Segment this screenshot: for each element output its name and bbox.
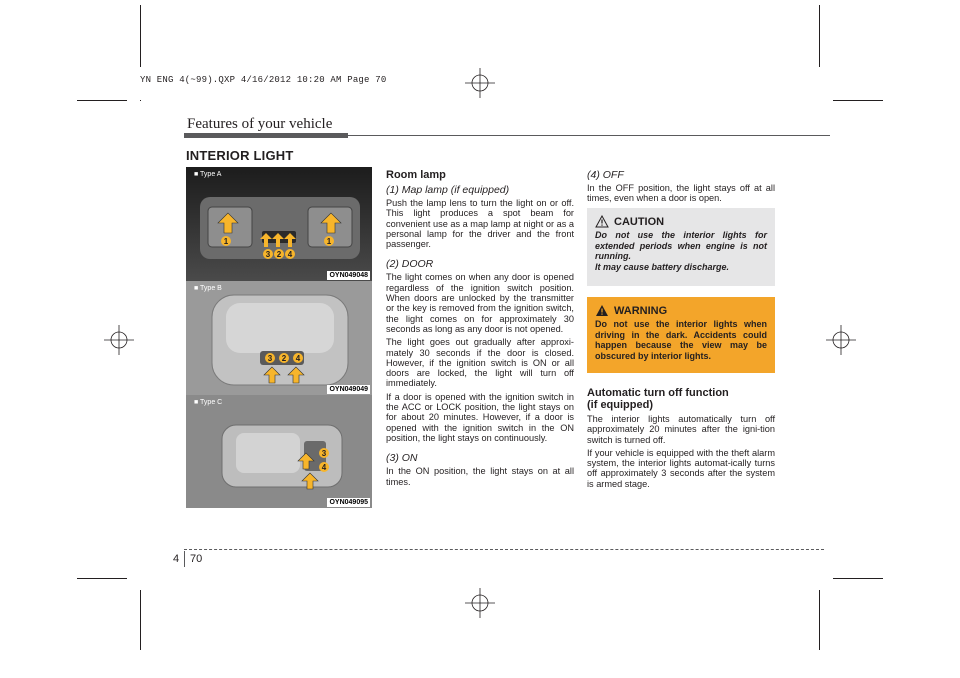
registration-mark-icon bbox=[826, 325, 856, 355]
heading-door: (2) DOOR bbox=[386, 258, 434, 271]
photo-code: OYN049095 bbox=[329, 499, 368, 506]
caution-body bbox=[595, 230, 767, 272]
crop-mark bbox=[819, 590, 820, 650]
registration-mark-icon bbox=[465, 588, 495, 618]
warning-box bbox=[587, 297, 775, 373]
heading-auto-off-sub: (if equipped) bbox=[587, 399, 653, 411]
warning-title: WARNING bbox=[614, 305, 668, 317]
crop-mark bbox=[140, 100, 141, 101]
crop-mark bbox=[833, 578, 883, 579]
photo-type-c bbox=[186, 395, 372, 508]
off-text: In the OFF position, the light stays off at all times, even when a door is open. bbox=[587, 183, 775, 204]
caution-title: CAUTION bbox=[614, 216, 665, 228]
crop-mark bbox=[140, 5, 141, 67]
page-separator bbox=[184, 551, 185, 567]
callout-3: 3 bbox=[265, 250, 271, 259]
callout-4: 4 bbox=[321, 463, 327, 472]
photo-type-b bbox=[186, 281, 372, 395]
type-c-illustration bbox=[186, 395, 372, 508]
photo-type-a bbox=[186, 167, 372, 281]
crop-mark bbox=[140, 590, 141, 650]
callout-4: 4 bbox=[287, 250, 293, 259]
heading-off: (4) OFF bbox=[587, 169, 624, 181]
callout-3: 3 bbox=[321, 449, 327, 458]
callout-1: 1 bbox=[223, 237, 229, 246]
page-number: 70 bbox=[190, 553, 203, 565]
caution-triangle-icon bbox=[595, 215, 609, 228]
type-a-illustration bbox=[186, 167, 372, 281]
header-rule bbox=[348, 135, 830, 136]
heading-auto-off: Automatic turn off function bbox=[587, 387, 729, 399]
heading-map-lamp: (1) Map lamp (if equipped) bbox=[386, 184, 510, 196]
callout-2: 2 bbox=[276, 250, 282, 259]
section-number: 4 bbox=[173, 553, 180, 565]
caution-text: It may cause battery discharge. bbox=[595, 261, 730, 272]
callout-2: 2 bbox=[281, 354, 287, 363]
crop-mark bbox=[77, 578, 127, 579]
column-2 bbox=[587, 169, 775, 207]
photo-code: OYN049049 bbox=[329, 386, 368, 393]
photo-label: ■ Type C bbox=[194, 399, 223, 406]
registration-mark-icon bbox=[104, 325, 134, 355]
print-slug: YN ENG 4(~99).QXP 4/16/2012 10:20 AM Page 70 bbox=[140, 75, 387, 85]
map-lamp-text: Push the lamp lens to turn the light on or off. This light produces a spot beam for convenient use as a map lamp at night or as a personal lamp for the driver and the front passenger. bbox=[386, 198, 574, 250]
footer-rule bbox=[184, 549, 824, 550]
heading-room-lamp: Room lamp bbox=[386, 169, 446, 181]
photo-label: ■ Type B bbox=[194, 285, 222, 292]
heading-on: (3) ON bbox=[386, 452, 418, 465]
caution-text: Do not use the interior lights for extended periods when engine is not running. bbox=[595, 230, 767, 261]
crop-mark bbox=[819, 5, 820, 67]
callout-1: 1 bbox=[326, 237, 332, 246]
column-1 bbox=[386, 169, 574, 490]
callout-4: 4 bbox=[295, 354, 301, 363]
photo-code: OYN049048 bbox=[329, 272, 368, 279]
caution-box bbox=[587, 208, 775, 286]
door-text: If a door is opened with the ignition switch in the ACC or LOCK position, the light stays on for about 20 minutes. However, if a door is opened with the ignition switch in the ON position, the light stays on continuously. bbox=[386, 391, 574, 443]
warning-triangle-icon bbox=[595, 304, 609, 317]
registration-mark-icon bbox=[465, 68, 495, 98]
page-header-title: Features of your vehicle bbox=[187, 116, 333, 132]
door-text: The light comes on when any door is opened regardless of the ignition switch position. When doors are unlocked by the transmitter or the key is removed from the ignition switch, the light comes on for approximately 30 seconds as long as any door is not opened. bbox=[386, 272, 574, 334]
photo-label: ■ Type A bbox=[194, 171, 222, 178]
callout-3: 3 bbox=[267, 354, 273, 363]
warning-body: Do not use the interior lights when driving in the dark. Accidents could happen because the view may be obscured by interior lights. bbox=[595, 319, 767, 361]
door-text: The light goes out gradually after approxi-mately 30 seconds if the door is closed. However, if the ignition switch is ON or all doors are locked, the light will turn off immediately. bbox=[386, 337, 574, 389]
header-bar bbox=[184, 133, 348, 138]
on-text: In the ON position, the light stays on at all times. bbox=[386, 466, 574, 487]
section-title: INTERIOR LIGHT bbox=[186, 148, 294, 163]
crop-mark bbox=[833, 100, 883, 101]
auto-off-text: If your vehicle is equipped with the theft alarm system, the interior lights automat-ically turns off approximately 3 seconds after the system is armed stage. bbox=[587, 447, 775, 489]
type-b-illustration bbox=[186, 281, 372, 395]
auto-off-text: The interior lights automatically turn off approximately 20 minutes after the igni-tion switch is turned off. bbox=[587, 414, 775, 445]
column-2-lower bbox=[587, 387, 775, 492]
crop-mark bbox=[77, 100, 127, 101]
